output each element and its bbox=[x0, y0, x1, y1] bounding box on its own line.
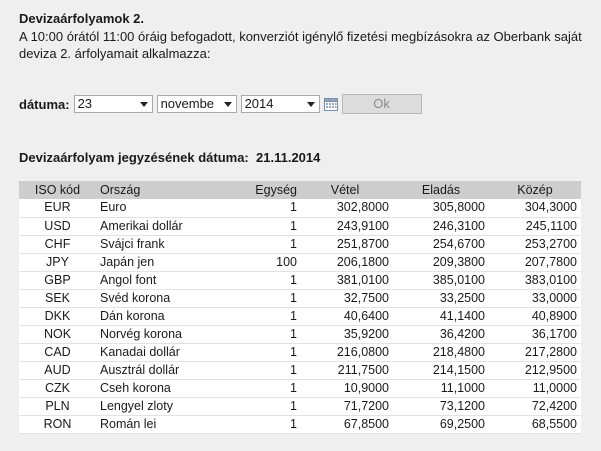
chevron-down-icon bbox=[224, 102, 232, 107]
cell-unit: 100 bbox=[238, 253, 297, 271]
table-row bbox=[19, 343, 581, 361]
rates-date-value: 21.11.2014 bbox=[256, 150, 321, 165]
exchange-rate-table bbox=[19, 181, 581, 434]
table-row bbox=[19, 235, 581, 253]
cell-unit: 1 bbox=[238, 325, 297, 343]
cell-sell: 41,1400 bbox=[393, 307, 489, 325]
table-row bbox=[19, 325, 581, 343]
table-row bbox=[19, 271, 581, 289]
page-description: A 10:00 órától 11:00 óráig befogadott, konverziót igénylő fizetési megbízásokra az Oberbank saját deviza 2. árfolyamait alkalmazza: bbox=[19, 29, 582, 61]
column-header-middle: Közép bbox=[517, 183, 553, 197]
cell-buy: 35,9200 bbox=[297, 325, 393, 343]
cell-country: Ausztrál dollár bbox=[96, 361, 238, 379]
cell-middle: 72,4200 bbox=[489, 397, 581, 415]
cell-unit: 1 bbox=[238, 397, 297, 415]
table-row bbox=[19, 289, 581, 307]
cell-middle: 253,2700 bbox=[489, 235, 581, 253]
table-body bbox=[19, 199, 581, 433]
table-row bbox=[19, 379, 581, 397]
cell-country: Lengyel zloty bbox=[96, 397, 238, 415]
cell-buy: 71,7200 bbox=[297, 397, 393, 415]
table-row bbox=[19, 199, 581, 217]
cell-middle: 36,1700 bbox=[489, 325, 581, 343]
cell-middle: 11,0000 bbox=[489, 379, 581, 397]
cell-middle: 383,0100 bbox=[489, 271, 581, 289]
cell-country: Cseh korona bbox=[96, 379, 238, 397]
table-row bbox=[19, 397, 581, 415]
cell-unit: 1 bbox=[238, 235, 297, 253]
cell-unit: 1 bbox=[238, 199, 297, 217]
column-header-unit: Egység bbox=[255, 183, 297, 197]
column-header-iso: ISO kód bbox=[34, 183, 81, 197]
cell-middle: 217,2800 bbox=[489, 343, 581, 361]
table-row bbox=[19, 217, 581, 235]
cell-buy: 206,1800 bbox=[297, 253, 393, 271]
cell-sell: 305,8000 bbox=[393, 199, 489, 217]
cell-middle: 212,9500 bbox=[489, 361, 581, 379]
table-row bbox=[19, 253, 581, 271]
cell-buy: 211,7500 bbox=[297, 361, 393, 379]
month-select[interactable] bbox=[157, 95, 237, 113]
cell-country: Román lei bbox=[96, 415, 238, 433]
cell-sell: 33,2500 bbox=[393, 289, 489, 307]
cell-buy: 216,0800 bbox=[297, 343, 393, 361]
cell-sell: 11,1000 bbox=[393, 379, 489, 397]
column-header-sell: Eladás bbox=[421, 183, 461, 197]
cell-buy: 32,7500 bbox=[297, 289, 393, 307]
cell-iso-code: CAD bbox=[19, 343, 96, 361]
year-select-value: 2014 bbox=[244, 96, 274, 111]
cell-buy: 381,0100 bbox=[297, 271, 393, 289]
cell-iso-code: CZK bbox=[19, 379, 96, 397]
cell-country: Angol font bbox=[96, 271, 238, 289]
cell-buy: 10,9000 bbox=[297, 379, 393, 397]
cell-middle: 68,5500 bbox=[489, 415, 581, 433]
page-title: Devizaárfolyamok 2. bbox=[19, 11, 145, 26]
cell-country: Svéd korona bbox=[96, 289, 238, 307]
cell-iso-code: USD bbox=[19, 217, 96, 235]
month-select-value: novembe bbox=[160, 96, 215, 111]
rates-date-label: Devizaárfolyam jegyzésének dátuma: bbox=[19, 150, 249, 165]
chevron-down-icon bbox=[307, 102, 315, 107]
date-filter-form bbox=[19, 94, 422, 114]
cell-country: Amerikai dollár bbox=[96, 217, 238, 235]
cell-iso-code: AUD bbox=[19, 361, 96, 379]
cell-iso-code: DKK bbox=[19, 307, 96, 325]
cell-sell: 73,1200 bbox=[393, 397, 489, 415]
table-row bbox=[19, 307, 581, 325]
cell-sell: 69,2500 bbox=[393, 415, 489, 433]
cell-sell: 36,4200 bbox=[393, 325, 489, 343]
cell-iso-code: CHF bbox=[19, 235, 96, 253]
cell-unit: 1 bbox=[238, 217, 297, 235]
cell-iso-code: JPY bbox=[19, 253, 96, 271]
day-select-value: 23 bbox=[77, 96, 93, 111]
cell-country: Euro bbox=[96, 199, 238, 217]
cell-iso-code: RON bbox=[19, 415, 96, 433]
cell-unit: 1 bbox=[238, 307, 297, 325]
cell-sell: 385,0100 bbox=[393, 271, 489, 289]
cell-sell: 209,3800 bbox=[393, 253, 489, 271]
calendar-icon[interactable] bbox=[324, 97, 338, 111]
cell-iso-code: EUR bbox=[19, 199, 96, 217]
cell-buy: 251,8700 bbox=[297, 235, 393, 253]
date-label: dátuma: bbox=[19, 96, 70, 112]
cell-middle: 33,0000 bbox=[489, 289, 581, 307]
year-select[interactable] bbox=[241, 95, 320, 113]
cell-middle: 304,3000 bbox=[489, 199, 581, 217]
cell-unit: 1 bbox=[238, 361, 297, 379]
chevron-down-icon bbox=[140, 102, 148, 107]
cell-country: Dán korona bbox=[96, 307, 238, 325]
cell-country: Japán jen bbox=[96, 253, 238, 271]
cell-iso-code: SEK bbox=[19, 289, 96, 307]
cell-iso-code: GBP bbox=[19, 271, 96, 289]
cell-country: Norvég korona bbox=[96, 325, 238, 343]
cell-sell: 246,3100 bbox=[393, 217, 489, 235]
cell-iso-code: NOK bbox=[19, 325, 96, 343]
table-row bbox=[19, 415, 581, 433]
cell-unit: 1 bbox=[238, 289, 297, 307]
cell-buy: 67,8500 bbox=[297, 415, 393, 433]
rates-date-heading bbox=[19, 150, 320, 165]
ok-button[interactable]: Ok bbox=[342, 94, 422, 114]
column-header-buy: Vétel bbox=[330, 183, 360, 197]
table-row bbox=[19, 361, 581, 379]
cell-middle: 245,1100 bbox=[489, 217, 581, 235]
cell-unit: 1 bbox=[238, 343, 297, 361]
cell-unit: 1 bbox=[238, 379, 297, 397]
cell-buy: 40,6400 bbox=[297, 307, 393, 325]
cell-buy: 243,9100 bbox=[297, 217, 393, 235]
day-select[interactable] bbox=[74, 95, 153, 113]
cell-sell: 254,6700 bbox=[393, 235, 489, 253]
cell-iso-code: PLN bbox=[19, 397, 96, 415]
cell-middle: 207,7800 bbox=[489, 253, 581, 271]
cell-sell: 218,4800 bbox=[393, 343, 489, 361]
column-header-country: Ország bbox=[100, 183, 141, 197]
cell-country: Kanadai dollár bbox=[96, 343, 238, 361]
table-header-row bbox=[19, 181, 581, 199]
cell-unit: 1 bbox=[238, 415, 297, 433]
cell-sell: 214,1500 bbox=[393, 361, 489, 379]
cell-buy: 302,8000 bbox=[297, 199, 393, 217]
cell-unit: 1 bbox=[238, 271, 297, 289]
cell-country: Svájci frank bbox=[96, 235, 238, 253]
cell-middle: 40,8900 bbox=[489, 307, 581, 325]
